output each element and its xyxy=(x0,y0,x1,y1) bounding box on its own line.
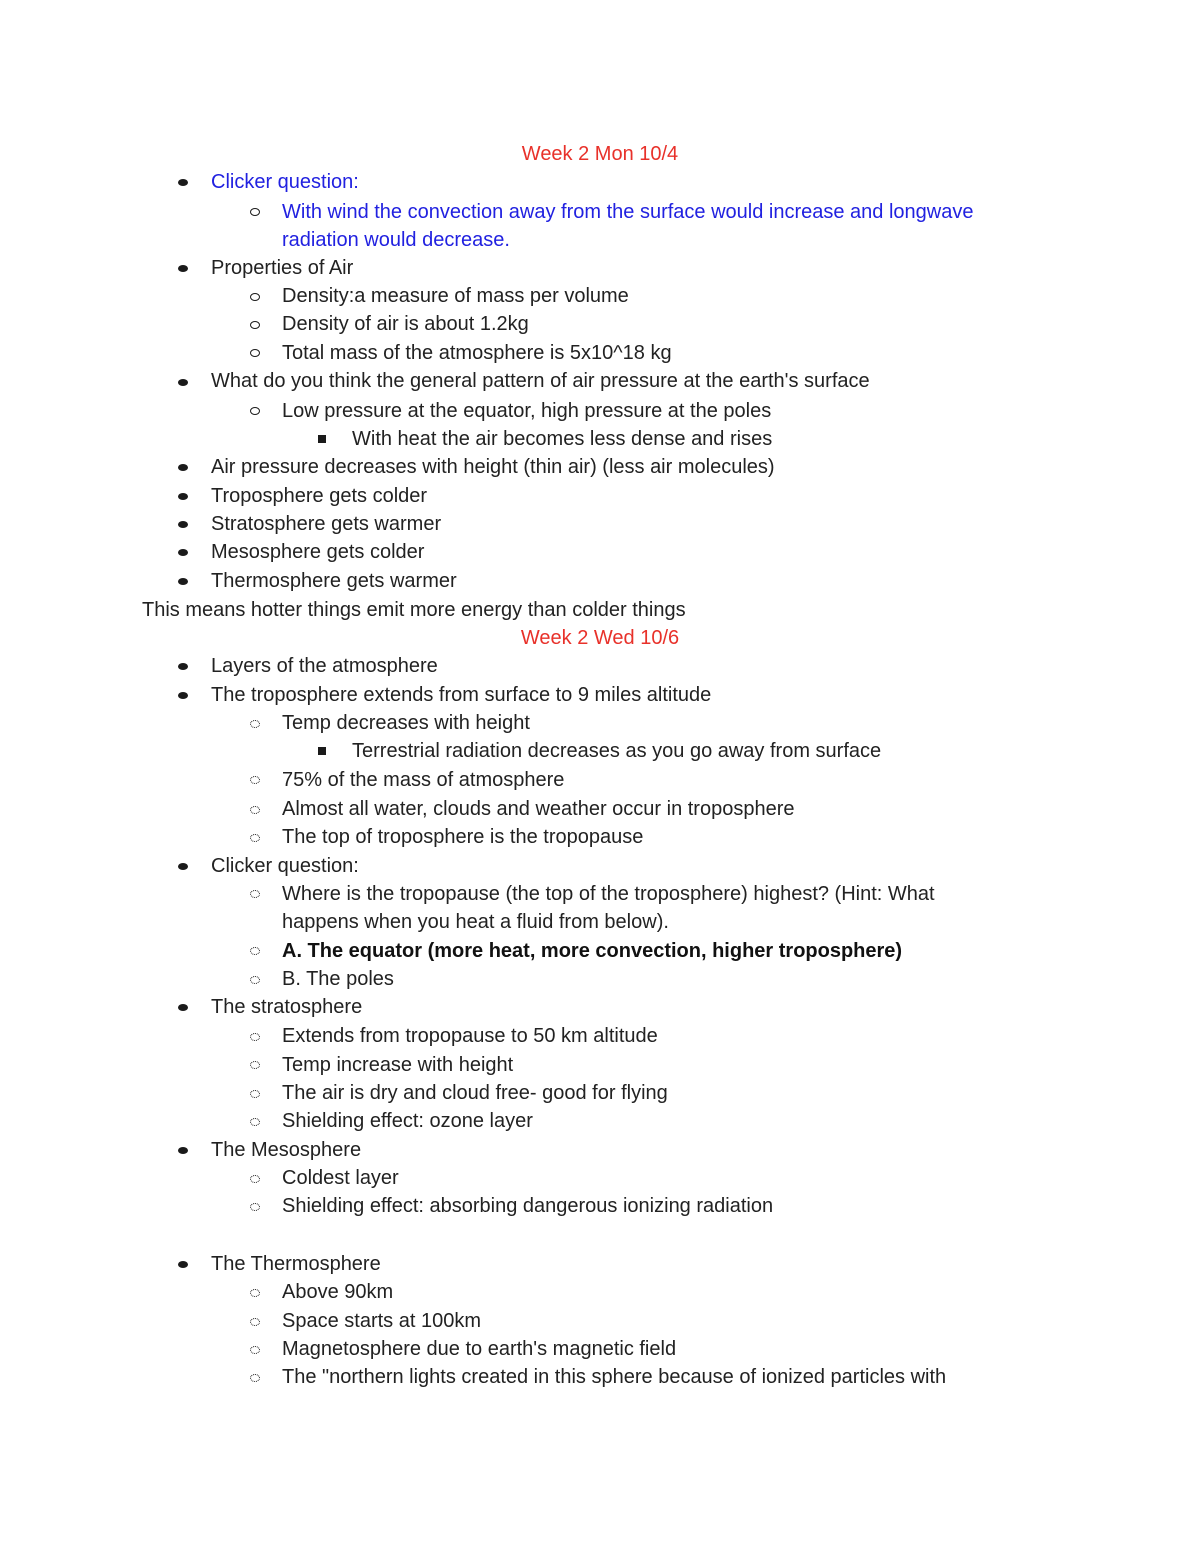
square-bullet-icon xyxy=(318,435,326,443)
circle-bullet-icon xyxy=(250,208,260,216)
mesosphere-label: The Mesosphere xyxy=(211,1139,362,1161)
circle-bullet-icon xyxy=(250,776,260,784)
mon-bullet-item: Troposphere gets colder xyxy=(211,485,428,507)
heading-week2-wed: Week 2 Wed 10/6 xyxy=(520,627,680,649)
property-item: Density of air is about 1.2kg xyxy=(282,313,529,335)
clicker-option-a: A. The equator (more heat, more convection, higher troposphere) xyxy=(282,940,903,962)
circle-bullet-icon xyxy=(250,1346,260,1354)
thermosphere-item: Space starts at 100km xyxy=(282,1310,481,1332)
circle-bullet-icon xyxy=(250,1118,260,1126)
thermosphere-item: Magnetosphere due to earth's magnetic field xyxy=(282,1338,677,1360)
thermosphere-label: The Thermosphere xyxy=(211,1253,381,1275)
stratosphere-item: Shielding effect: ozone layer xyxy=(282,1110,533,1132)
bullet-icon xyxy=(178,549,188,556)
circle-bullet-icon xyxy=(250,806,260,814)
mon-clicker-answer-line1: With wind the convection away from the surface would increase and longwave xyxy=(282,201,974,223)
circle-bullet-icon xyxy=(250,1090,260,1098)
mon-clicker-answer-line2: radiation would decrease. xyxy=(282,229,510,251)
circle-bullet-icon xyxy=(250,720,260,728)
circle-bullet-icon xyxy=(250,1033,260,1041)
bullet-icon xyxy=(178,663,188,670)
square-bullet-icon xyxy=(318,747,326,755)
heading-week2-mon: Week 2 Mon 10/4 xyxy=(521,143,679,165)
bullet-icon xyxy=(178,863,188,870)
pressure-detail: With heat the air becomes less dense and rises xyxy=(352,428,773,450)
circle-bullet-icon xyxy=(250,293,260,301)
troposphere-temp-detail: Terrestrial radiation decreases as you go away from surface xyxy=(352,740,882,762)
bullet-icon xyxy=(178,493,188,500)
circle-bullet-icon xyxy=(250,1289,260,1297)
properties-of-air-label: Properties of Air xyxy=(211,257,354,279)
thermosphere-item: The "northern lights created in this sphere because of ionized particles with xyxy=(282,1366,947,1388)
circle-bullet-icon xyxy=(250,834,260,842)
stratosphere-item: Temp increase with height xyxy=(282,1054,514,1076)
stratosphere-label: The stratosphere xyxy=(211,996,363,1018)
troposphere-temp: Temp decreases with height xyxy=(282,712,530,734)
bullet-icon xyxy=(178,578,188,585)
circle-bullet-icon xyxy=(250,407,260,415)
wed-clicker-label: Clicker question: xyxy=(211,855,359,877)
pressure-answer: Low pressure at the equator, high pressure at the poles xyxy=(282,400,772,422)
mesosphere-item: Coldest layer xyxy=(282,1167,399,1189)
bullet-icon xyxy=(178,1261,188,1268)
circle-bullet-icon xyxy=(250,976,260,984)
troposphere-item: The top of troposphere is the tropopause xyxy=(282,826,644,848)
mon-bullet-item: Mesosphere gets colder xyxy=(211,541,425,563)
circle-bullet-icon xyxy=(250,1374,260,1382)
bullet-icon xyxy=(178,179,188,186)
wed-clicker-question-line2: happens when you heat a fluid from below). xyxy=(282,911,669,933)
circle-bullet-icon xyxy=(250,1175,260,1183)
thermosphere-item: Above 90km xyxy=(282,1281,394,1303)
clicker-option-b: B. The poles xyxy=(282,968,394,990)
circle-bullet-icon xyxy=(250,890,260,898)
mon-bullet-item: Thermosphere gets warmer xyxy=(211,570,457,592)
bullet-icon xyxy=(178,464,188,471)
bullet-icon xyxy=(178,265,188,272)
bullet-icon xyxy=(178,521,188,528)
pressure-question: What do you think the general pattern of air pressure at the earth's surface xyxy=(211,370,870,392)
circle-bullet-icon xyxy=(250,947,260,955)
circle-bullet-icon xyxy=(250,321,260,329)
bullet-icon xyxy=(178,692,188,699)
circle-bullet-icon xyxy=(250,1203,260,1211)
mon-bullet-item: Air pressure decreases with height (thin air) (less air molecules) xyxy=(211,456,775,478)
property-item: Density:a measure of mass per volume xyxy=(282,285,629,307)
troposphere-item: Almost all water, clouds and weather occur in troposphere xyxy=(282,798,795,820)
property-item: Total mass of the atmosphere is 5x10^18 kg xyxy=(282,342,672,364)
mon-clicker-label: Clicker question: xyxy=(211,171,359,193)
bullet-icon xyxy=(178,1004,188,1011)
conclusion-text: This means hotter things emit more energy than colder things xyxy=(142,599,686,621)
wed-clicker-question-line1: Where is the tropopause (the top of the troposphere) highest? (Hint: What xyxy=(282,883,935,905)
circle-bullet-icon xyxy=(250,1318,260,1326)
bullet-icon xyxy=(178,1147,188,1154)
layers-label: Layers of the atmosphere xyxy=(211,655,438,677)
mesosphere-item: Shielding effect: absorbing dangerous ionizing radiation xyxy=(282,1195,774,1217)
troposphere-label: The troposphere extends from surface to 9 miles altitude xyxy=(211,684,712,706)
mon-bullet-item: Stratosphere gets warmer xyxy=(211,513,442,535)
troposphere-item: 75% of the mass of atmosphere xyxy=(282,769,565,791)
circle-bullet-icon xyxy=(250,1061,260,1069)
stratosphere-item: Extends from tropopause to 50 km altitude xyxy=(282,1025,658,1047)
stratosphere-item: The air is dry and cloud free- good for flying xyxy=(282,1082,668,1104)
circle-bullet-icon xyxy=(250,349,260,357)
bullet-icon xyxy=(178,379,188,386)
